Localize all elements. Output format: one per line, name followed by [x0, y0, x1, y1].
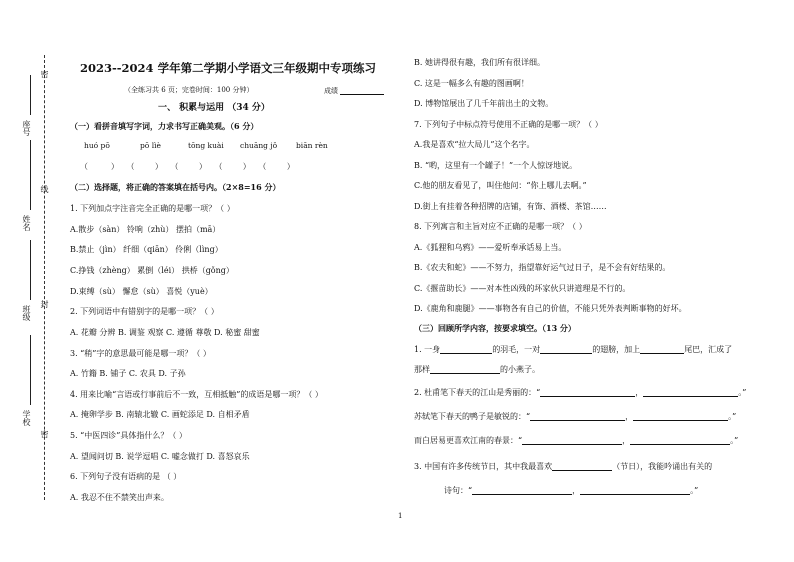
q6-option-a: A. 我忍不住不禁笑出声来。	[70, 493, 169, 502]
fill-q1-line2: 那样 的小燕子。	[414, 365, 540, 374]
page-title: 2023--2024 学年第二学期小学语文三年级期中专项练习	[80, 61, 377, 75]
q4-options: A. 掩卵学步 B. 南辕北辙 C. 画蛇添足 D. 自相矛盾	[70, 410, 250, 419]
q1-option-b: B.禁止（jìn） 纤细（qiān） 伶俐（lìng）	[70, 245, 223, 254]
q7-option-d: D.街上有挂着各种招牌的店铺，有饰、酒楼、茶馆……	[414, 202, 607, 211]
score-blank[interactable]	[340, 86, 384, 95]
q6-option-c: C. 这是一幅多么有趣的图画啊！	[414, 79, 529, 88]
class-label: 班级	[22, 305, 31, 321]
school-label: 学校	[22, 410, 31, 426]
fill-q3-line2: 诗句：“ ， 。”	[444, 486, 699, 495]
seal-word-mi: 密	[40, 70, 49, 78]
q5: 5. “中医四诊”具体指什么？（ ）	[70, 431, 187, 440]
fill-blank[interactable]	[430, 365, 500, 374]
binding-strip	[0, 0, 58, 562]
seat-fill-line[interactable]	[30, 75, 31, 115]
fill-blank[interactable]	[540, 388, 635, 397]
pinyin-1: huó pō	[84, 141, 110, 150]
score-label: 成绩	[324, 86, 338, 95]
pinyin-answer-boxes[interactable]: （ ） （ ） （ ） （ ） （ ）	[80, 162, 295, 171]
q2: 2. 下列词语中有错别字的是哪一项？（ ）	[70, 307, 219, 316]
q2-options: A. 花瓣 分辨 B. 调鉴 观察 C. 遵循 尊敬 D. 秘蜜 甜蜜	[70, 328, 260, 337]
q1-option-c: C.挣钱（zhèng） 累倒（léi） 拱桥（gǒng）	[70, 266, 234, 275]
seat-label: 座号	[22, 120, 31, 136]
fill-blank[interactable]	[640, 345, 684, 354]
name-fill-line[interactable]	[30, 140, 31, 210]
school-fill-line[interactable]	[30, 335, 31, 405]
q7: 7. 下列句子中标点符号使用不正确的是哪一项？（ ）	[414, 120, 603, 129]
fill-blank[interactable]	[630, 436, 730, 445]
q8-option-b: B.《农夫和蛇》——不努力，指望靠好运气过日子，是不会有好结果的。	[414, 263, 671, 272]
score-field	[324, 86, 384, 95]
fill-blank[interactable]	[522, 436, 622, 445]
exam-info: （全练习共 6 页；完卷时间：100 分钟）	[124, 86, 254, 94]
q1-option-a: A.散步（sàn） 铃响（zhù） 摆拍（mā）	[70, 225, 221, 234]
fill-q3-line1: 3. 中国有许多传统节日，其中我最喜欢 （节日），我能吟诵出有关的	[414, 462, 713, 471]
fill-blank[interactable]	[530, 412, 625, 421]
q7-option-c: C.他的朋友看见了，叫住他问：“你上哪儿去啊。”	[414, 181, 587, 190]
q1: 1. 下列加点字注音完全正确的是哪一项？（ ）	[70, 204, 235, 213]
fill-blank[interactable]	[440, 345, 492, 354]
seal-word-mi-2: 密	[40, 430, 49, 438]
class-fill-line[interactable]	[30, 240, 31, 300]
pinyin-2: pō lìè	[140, 141, 161, 150]
s2-heading: （二）选择题，将正确的答案填在括号内。（2×8=16 分）	[70, 182, 281, 192]
q6: 6. 下列句子没有语病的是 （ ）	[70, 472, 182, 481]
fill-blank[interactable]	[643, 388, 738, 397]
page-number: 1	[398, 512, 403, 520]
q7-option-a: A.我是喜欢“拉大局儿”这个名字。	[414, 140, 535, 149]
q7-option-b: B. “哟，这里有一个罐子！”一个人惊讶地说。	[414, 161, 578, 170]
fill-blank[interactable]	[472, 486, 572, 495]
seal-word-feng: 封	[40, 300, 49, 308]
seal-word-xian: 线	[40, 185, 49, 193]
q8-option-c: C.《揠苗助长》——对本性凶残的坏家伙只讲道理是不行的。	[414, 284, 631, 293]
q4: 4. 用来比喻“言语或行事前后不一致，互相抵触”的成语是哪一项？（ ）	[70, 390, 323, 399]
fill-q2-line1: 2. 杜甫笔下春天的江山是秀丽的：“ ， 。”	[414, 388, 747, 397]
pinyin-3: tōng kuài	[188, 141, 224, 150]
q5-options: A. 望闻问切 B. 说学逗唱 C. 嘘念做打 D. 喜怒哀乐	[70, 452, 250, 461]
part1-heading: 一、 积累与运用 （34 分）	[158, 103, 270, 113]
fill-q2-line3: 而白居易更喜欢江南的春景：“ ， 。”	[414, 436, 739, 445]
fill-q2-line2: 苏轼笔下春天的鸭子是敏锐的：“ ， 。”	[414, 412, 737, 421]
s3-heading: （三）回顾所学内容，按要求填空。（13 分）	[414, 323, 576, 333]
name-label: 姓名	[22, 215, 31, 231]
pinyin-5: biān rèn	[296, 141, 328, 150]
fill-blank[interactable]	[540, 345, 592, 354]
q6-option-d: D. 博物馆展出了几千年前出土的文物。	[414, 99, 554, 108]
fill-blank[interactable]	[580, 486, 690, 495]
q3-options: A. 竹籍 B. 铺子 C. 农具 D. 子孙	[70, 369, 186, 378]
fill-blank[interactable]	[633, 412, 728, 421]
q8: 8. 下列寓言和主旨对应不正确的是哪一项？（ ）	[414, 222, 587, 231]
fill-blank[interactable]	[552, 462, 612, 471]
q8-option-a: A.《狐狸和乌鸦》——爱听奉承话易上当。	[414, 243, 567, 252]
q6-option-b: B. 她讲得很有趣，我们所有很详细。	[414, 58, 545, 67]
q8-option-d: D.《鹿角和鹿腿》——事物各有自己的价值，不能只凭外表判断事物的好坏。	[414, 304, 687, 313]
q3: 3. “稍”字的意思最可能是哪一项？（ ）	[70, 349, 211, 358]
pinyin-4: chuāng jǒ	[240, 141, 278, 150]
s1-heading: （一）看拼音填写字词，力求书写正确美观。（6 分）	[70, 121, 259, 131]
q1-option-d: D.束缚（sù） 懈怠（sù） 喜悦（yuè）	[70, 287, 213, 296]
fill-q1-line1: 1. 一身 的羽毛，一对 的翅膀，加上 尾巴，汇成了	[414, 345, 733, 354]
